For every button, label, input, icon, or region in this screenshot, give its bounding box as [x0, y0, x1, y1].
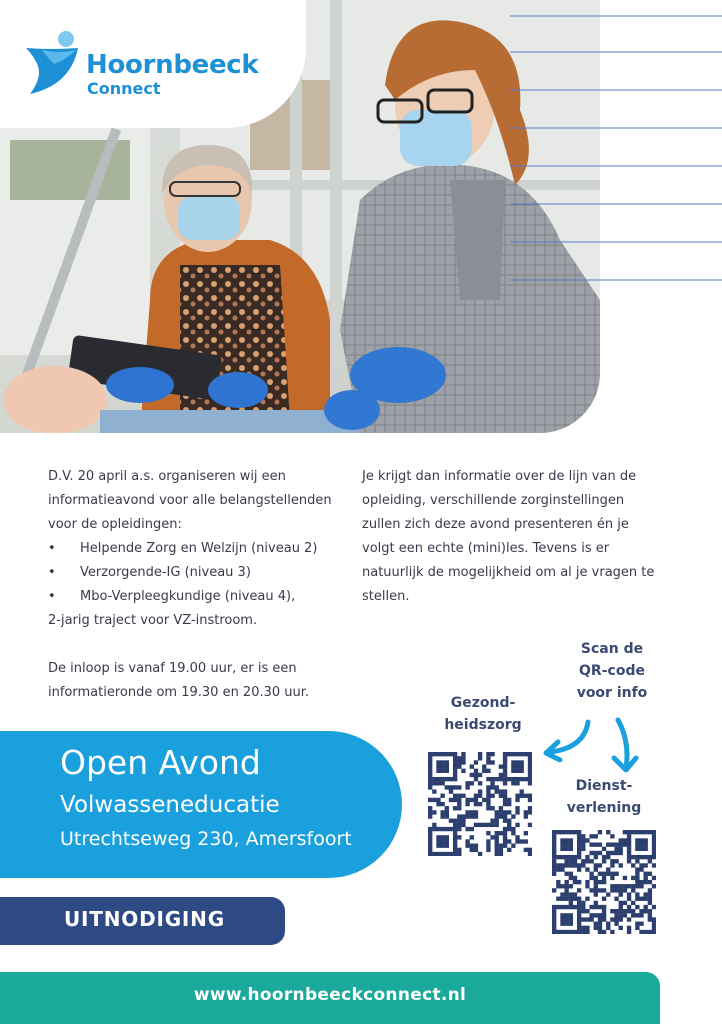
arrow-down-icon: [606, 716, 642, 776]
program-item: • Mbo-Verpleegkundige (niveau 4),: [48, 585, 358, 609]
qr-code-gezondheidszorg[interactable]: [428, 752, 532, 856]
info-paragraph: Je krijgt dan informatie over de lijn van de opleiding, verschillende zorginstellingen zullen zich deze avond presenteren én je volgt een echte (mini)les. Tevens is er natuurlijk de mogelijkheid om al je vragen te stellen.: [362, 469, 655, 604]
inloop-text: De inloop is vanaf 19.00 uur, er is een informatieronde om 19.30 en 20.30 uur.: [48, 661, 310, 700]
dienstverlening-label: Dienst- verlening: [566, 778, 642, 816]
logo-card: [0, 0, 306, 128]
website-link[interactable]: www.hoornbeeckconnect.nl: [193, 985, 467, 1005]
banner-address: Utrechtseweg 230, Amersfoort: [60, 828, 352, 850]
banner-title: Open Avond: [60, 743, 261, 782]
gezondheidszorg-label: Gezond- heidszorg: [444, 695, 522, 733]
hoornbeeck-logo-icon: [20, 30, 84, 96]
program-item: • Helpende Zorg en Welzijn (niveau 2): [48, 537, 358, 561]
intro-paragraph: D.V. 20 april a.s. organiseren wij een informatieavond voor alle belangstellenden voor de opleidingen:: [48, 469, 332, 532]
program-item-continuation: 2-jarig traject voor VZ-instroom.: [48, 613, 258, 628]
scan-qr-label: Scan de QR-code voor info: [576, 641, 648, 701]
footer-bar: [0, 972, 660, 1024]
arrow-left-icon: [540, 718, 594, 762]
logo-title: Hoornbeeck: [86, 50, 259, 80]
qr-code-dienstverlening[interactable]: [552, 830, 656, 934]
decorative-lines: [510, 0, 722, 290]
uitnodiging-label: [0, 897, 285, 945]
program-item: • Verzorgende-IG (niveau 3): [48, 561, 358, 585]
open-avond-banner: [0, 731, 402, 878]
banner-subtitle: Volwasseneducatie: [60, 792, 280, 818]
program-list: [48, 537, 358, 609]
intro-text-block: [48, 465, 358, 633]
uitnodiging-text: UITNODIGING: [64, 907, 225, 931]
logo-subtitle: Connect: [87, 79, 161, 98]
